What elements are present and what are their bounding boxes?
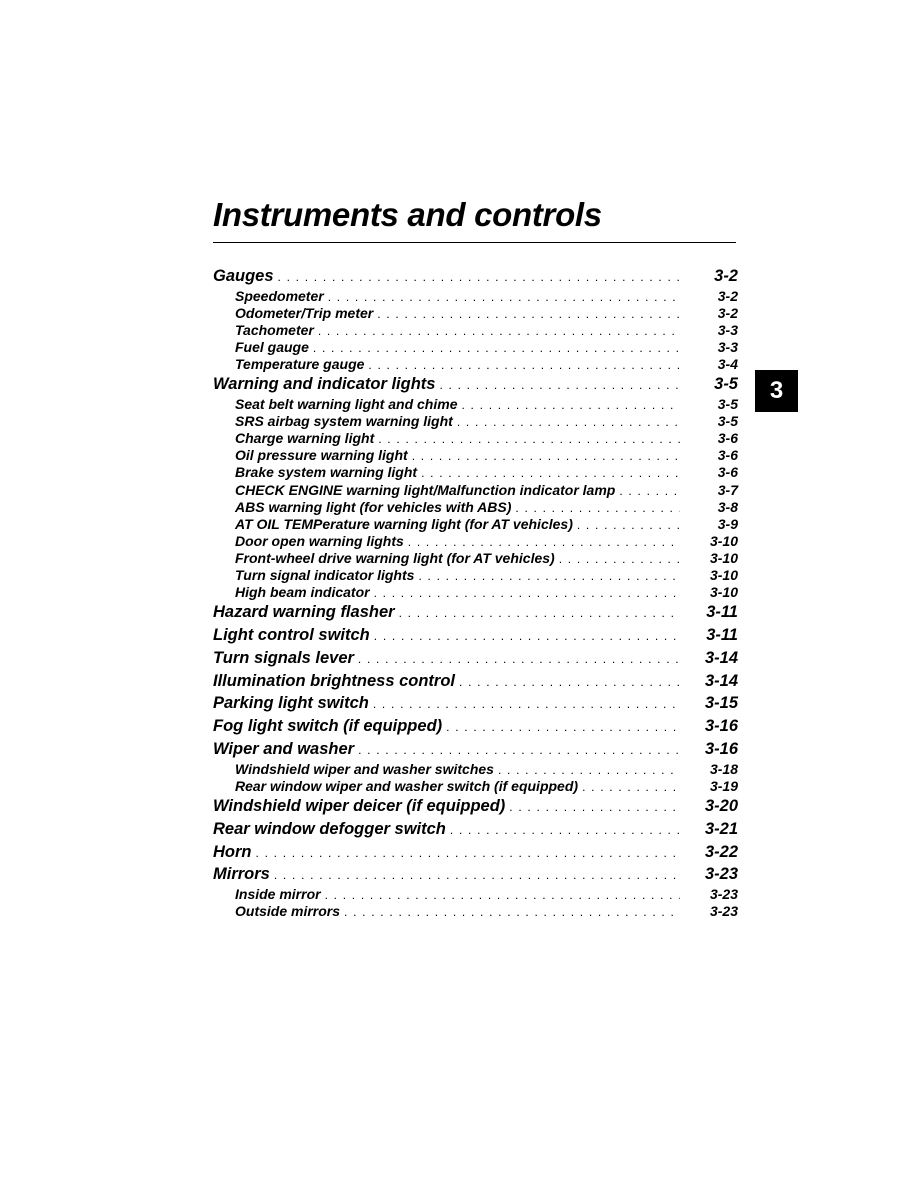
toc-subsection-entry[interactable]: [213, 903, 738, 920]
toc-entry-label: Rear window wiper and washer switch (if equipped): [235, 777, 579, 794]
toc-section-entry[interactable]: [213, 373, 738, 396]
toc-entry-label: Rear window defogger switch: [213, 819, 446, 838]
page-title: Instruments and controls: [213, 196, 602, 233]
toc-page-number: 3-20: [704, 796, 738, 815]
toc-entry-label: AT OIL TEMPerature warning light (for AT vehicles): [235, 515, 573, 532]
toc-dot-leader: [358, 739, 680, 762]
toc-entry-label: Seat belt warning light and chime: [235, 396, 458, 413]
toc-dot-leader: [368, 357, 680, 374]
toc-entry-label: Wiper and washer: [213, 739, 355, 758]
toc-page-number: 3-16: [704, 717, 738, 736]
toc-page-number: 3-2: [714, 267, 738, 285]
toc-section-entry[interactable]: [213, 601, 738, 624]
toc-section-entry[interactable]: [213, 647, 738, 670]
toc-subsection-entry[interactable]: [213, 778, 738, 795]
toc-dot-leader: [373, 693, 680, 716]
toc-dot-leader: [582, 779, 680, 796]
toc-entry-label: Door open warning lights: [235, 532, 404, 549]
toc-entry-label: Turn signal indicator lights: [235, 567, 415, 583]
toc-entry-label: Tachometer: [235, 321, 314, 338]
toc-dot-leader: [498, 762, 680, 779]
toc-entry-label: Oil pressure warning light: [235, 447, 408, 464]
toc-subsection-entry[interactable]: [213, 482, 738, 499]
toc-entry-label: Fuel gauge: [235, 339, 309, 356]
toc-subsection-entry[interactable]: [213, 499, 738, 516]
toc-dot-leader: [374, 625, 680, 648]
toc-page-number: 3-3: [717, 321, 738, 338]
chapter-tab: 3: [755, 370, 798, 412]
toc-dot-leader: [278, 266, 680, 289]
toc-subsection-entry[interactable]: [213, 305, 738, 322]
toc-dot-leader: [378, 431, 680, 448]
toc-subsection-entry[interactable]: [213, 413, 738, 430]
toc-section-entry[interactable]: [213, 841, 738, 864]
toc-subsection-entry[interactable]: [213, 886, 738, 903]
toc-dot-leader: [344, 904, 680, 921]
toc-subsection-entry[interactable]: [213, 550, 738, 567]
toc-dot-leader: [313, 340, 680, 357]
toc-page-number: 3-22: [704, 842, 738, 861]
toc-dot-leader: [256, 842, 681, 865]
toc-entry-label: CHECK ENGINE warning light/Malfunction indicator lamp: [235, 481, 616, 498]
toc-subsection-entry[interactable]: [213, 447, 738, 464]
toc-entry-label: Charge warning light: [235, 430, 375, 447]
toc-entry-label: Fog light switch (if equipped): [213, 717, 443, 736]
toc-entry-label: Inside mirror: [235, 886, 321, 903]
toc-subsection-entry[interactable]: [213, 356, 738, 373]
toc-page-number: 3-5: [714, 375, 738, 394]
toc-page-number: 3-6: [717, 464, 738, 481]
toc-section-entry[interactable]: [213, 624, 738, 647]
toc-page-number: 3-11: [706, 603, 738, 622]
toc-dot-leader: [421, 465, 680, 482]
toc-section-entry[interactable]: [213, 863, 738, 886]
toc-page-number: 3-10: [709, 567, 738, 583]
toc-entry-label: Outside mirrors: [235, 903, 341, 920]
toc-dot-leader: [377, 306, 680, 323]
toc-section-entry[interactable]: [213, 670, 738, 693]
toc-page-number: 3-16: [704, 739, 738, 758]
toc-page-number: 3-19: [709, 777, 738, 794]
toc-page-number: 3-9: [717, 515, 738, 532]
toc-entry-label: High beam indicator: [235, 584, 370, 601]
toc-page-number: 3-7: [717, 481, 738, 498]
toc-subsection-entry[interactable]: [213, 761, 738, 778]
toc-entry-label: Parking light switch: [213, 694, 369, 713]
toc-page-number: 3-10: [709, 532, 738, 549]
toc-page-number: 3-10: [709, 549, 738, 566]
toc-dot-leader: [509, 796, 680, 819]
toc-subsection-entry[interactable]: [213, 339, 738, 356]
toc-subsection-entry[interactable]: [213, 396, 738, 413]
toc-dot-leader: [418, 568, 680, 585]
toc-dot-leader: [328, 289, 680, 306]
toc-subsection-entry[interactable]: [213, 533, 738, 550]
toc-page-number: 3-23: [709, 886, 738, 903]
toc-page-number: 3-6: [717, 430, 738, 447]
toc-page-number: 3-2: [717, 304, 738, 321]
toc-dot-leader: [446, 716, 680, 739]
toc-dot-leader: [450, 819, 680, 842]
toc-dot-leader: [274, 864, 680, 887]
toc-section-entry[interactable]: [213, 818, 738, 841]
toc-subsection-entry[interactable]: [213, 567, 738, 584]
toc-dot-leader: [461, 397, 680, 414]
toc-section-entry[interactable]: [213, 692, 738, 715]
toc-dot-leader: [577, 517, 680, 534]
toc-page-number: 3-23: [709, 903, 738, 920]
toc-subsection-entry[interactable]: [213, 584, 738, 601]
toc-entry-label: Temperature gauge: [235, 356, 365, 373]
toc-entry-label: Gauges: [213, 267, 274, 285]
toc-dot-leader: [318, 323, 680, 340]
toc-entry-label: Mirrors: [213, 865, 270, 884]
toc-page-number: 3-5: [717, 413, 738, 430]
toc-subsection-entry[interactable]: [213, 516, 738, 533]
toc-dot-leader: [439, 374, 680, 397]
toc-entry-label: Light control switch: [213, 625, 370, 644]
toc-subsection-entry[interactable]: [213, 288, 738, 305]
toc-entry-label: SRS airbag system warning light: [235, 413, 453, 430]
table-of-contents: [213, 265, 738, 920]
toc-entry-label: Windshield wiper deicer (if equipped): [213, 796, 506, 815]
toc-section-entry[interactable]: [213, 265, 738, 288]
toc-dot-leader: [457, 414, 680, 431]
toc-entry-label: Front-wheel drive warning light (for AT vehicles): [235, 549, 555, 566]
toc-page-number: 3-10: [709, 584, 738, 601]
toc-page-number: 3-6: [717, 447, 738, 464]
toc-section-entry[interactable]: [213, 715, 738, 738]
toc-page-number: 3-3: [717, 339, 738, 356]
toc-dot-leader: [559, 551, 680, 568]
toc-page-number: 3-18: [709, 760, 738, 777]
toc-entry-label: Brake system warning light: [235, 464, 418, 481]
toc-entry-label: Horn: [213, 842, 252, 861]
toc-entry-label: ABS warning light (for vehicles with ABS): [235, 498, 512, 515]
toc-page-number: 3-23: [704, 865, 738, 884]
toc-dot-leader: [358, 648, 680, 671]
toc-dot-leader: [408, 534, 680, 551]
toc-page-number: 3-4: [717, 356, 738, 373]
toc-entry-label: Windshield wiper and washer switches: [235, 760, 494, 777]
toc-dot-leader: [515, 500, 680, 517]
toc-subsection-entry[interactable]: [213, 464, 738, 481]
toc-section-entry[interactable]: [213, 795, 738, 818]
toc-page-number: 3-21: [704, 819, 738, 838]
toc-page-number: 3-14: [704, 671, 738, 690]
toc-entry-label: Warning and indicator lights: [213, 375, 436, 394]
toc-section-entry[interactable]: [213, 738, 738, 761]
toc-subsection-entry[interactable]: [213, 430, 738, 447]
toc-entry-label: Speedometer: [235, 287, 324, 304]
toc-page-number: 3-8: [717, 498, 738, 515]
toc-entry-label: Illumination brightness control: [213, 671, 456, 690]
toc-page-number: 3-11: [706, 625, 738, 644]
toc-page-number: 3-5: [717, 396, 738, 413]
toc-page-number: 3-14: [704, 648, 738, 667]
toc-dot-leader: [325, 887, 680, 904]
toc-entry-label: Turn signals lever: [213, 648, 354, 667]
toc-dot-leader: [619, 483, 680, 500]
title-divider: [213, 242, 736, 243]
toc-entry-label: Hazard warning flasher: [213, 603, 395, 622]
toc-dot-leader: [459, 671, 680, 694]
toc-page-number: 3-15: [704, 694, 738, 713]
toc-entry-label: Odometer/Trip meter: [235, 304, 374, 321]
toc-dot-leader: [374, 585, 680, 602]
toc-dot-leader: [399, 602, 680, 625]
toc-dot-leader: [412, 448, 680, 465]
toc-subsection-entry[interactable]: [213, 322, 738, 339]
toc-page-number: 3-2: [717, 287, 738, 304]
